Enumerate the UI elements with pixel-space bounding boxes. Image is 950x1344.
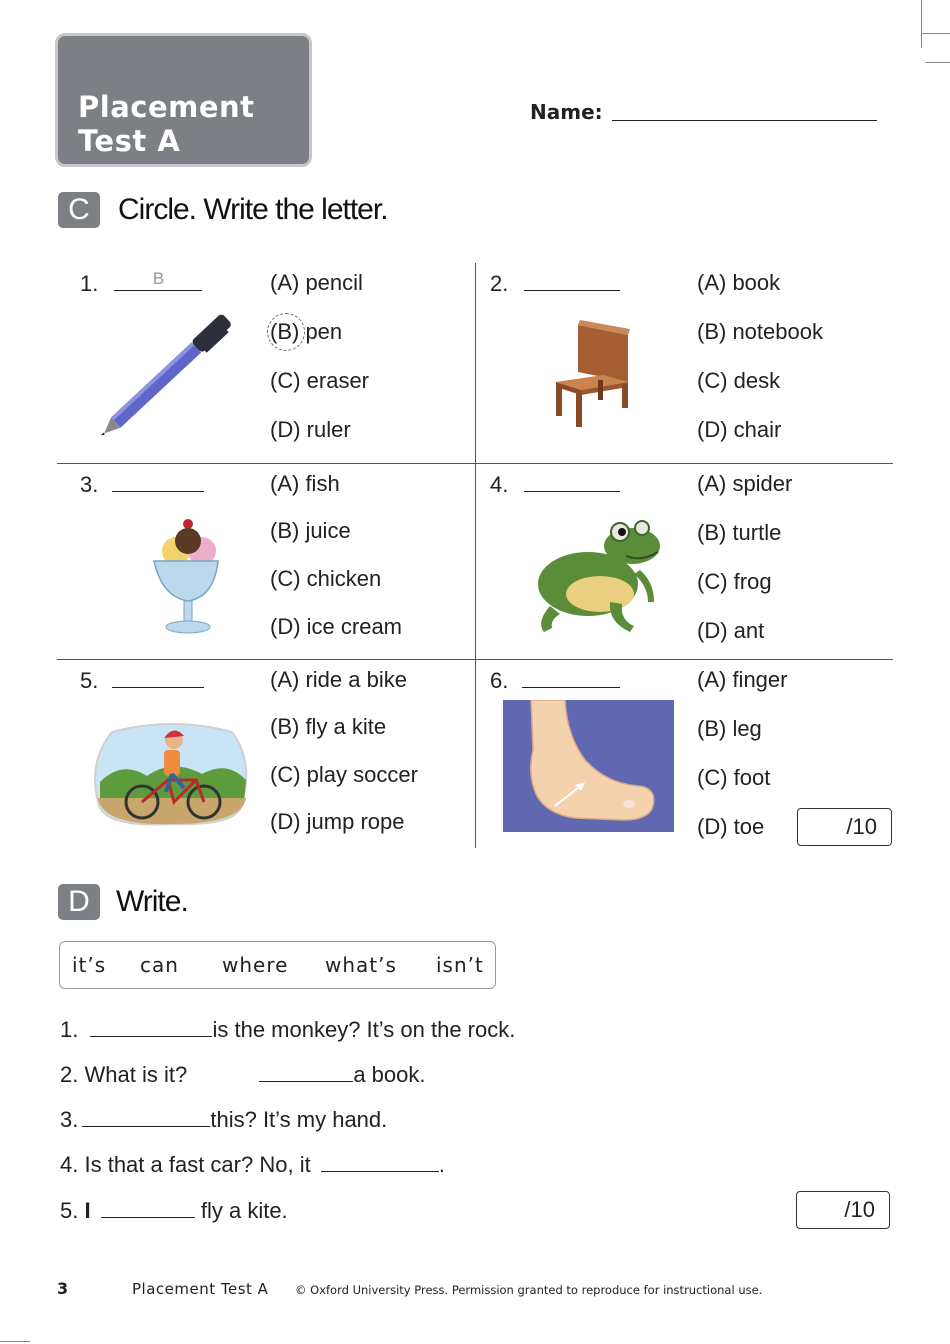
answer-blank-5[interactable] (112, 667, 204, 688)
sentence-number: 1. (60, 1017, 79, 1042)
pen-highlight (111, 342, 194, 420)
glass-bowl (154, 561, 218, 601)
option-6d[interactable]: (D) toe (697, 814, 765, 839)
name-label: Name: (530, 100, 603, 124)
sentence-blank-4[interactable] (321, 1151, 439, 1172)
word-bank-item: isn’t (436, 953, 484, 977)
frog-pupil (618, 528, 626, 536)
chair-leg (556, 386, 562, 416)
option-1a[interactable]: (A) pencil (270, 270, 363, 295)
question-number: 4. (490, 472, 509, 497)
sentence-text: this? It’s my hand. (210, 1107, 388, 1132)
glass-stem (184, 601, 192, 623)
section-c-badge: C (58, 192, 100, 228)
option-3a[interactable]: (A) fish (270, 471, 340, 496)
option-2a[interactable]: (A) book (697, 270, 781, 295)
sentence-text: is the monkey? It’s on the rock. (212, 1017, 516, 1042)
grid-divider-vertical (475, 263, 476, 848)
option-2c[interactable]: (C) desk (697, 368, 781, 393)
sentence-text: I (84, 1198, 91, 1223)
sentence-blank-2[interactable] (259, 1061, 353, 1082)
word-bank-item: can (140, 953, 179, 977)
sentence-blank-3[interactable] (82, 1106, 210, 1127)
answer-blank-6[interactable] (522, 667, 620, 688)
section-d-badge: D (58, 884, 100, 920)
page-title (78, 90, 255, 158)
option-2b[interactable]: (B) notebook (697, 319, 823, 344)
option-2d[interactable]: (D) chair (697, 417, 782, 442)
option-6a[interactable]: (A) finger (697, 667, 788, 692)
frog-leg (541, 606, 560, 632)
grid-divider-horizontal (57, 659, 893, 660)
sentence-text: Is that a fast car? No, it (84, 1152, 311, 1177)
toenail (623, 800, 635, 808)
option-4d[interactable]: (D) ant (697, 618, 765, 643)
pen-point (100, 433, 104, 435)
sentence-number: 2. (60, 1062, 79, 1087)
question-5 (80, 667, 204, 694)
answer-blank-2[interactable] (524, 270, 620, 291)
bike-image (92, 722, 252, 828)
answer-blank-1[interactable] (114, 270, 202, 291)
rider-body (164, 750, 180, 776)
word-bank-item: where (222, 953, 289, 977)
question-3 (80, 471, 204, 498)
score-box-d: /10 (796, 1191, 890, 1229)
footer-title: Placement Test A (132, 1280, 269, 1298)
word-bank-item: it’s (72, 953, 107, 977)
chair-back (578, 325, 628, 382)
frog-image (530, 516, 666, 636)
crop-mark (0, 1341, 30, 1342)
question-number: 6. (490, 668, 509, 693)
title-line-2: Test A (78, 124, 181, 158)
crop-mark (921, 33, 950, 34)
scoop-chocolate (175, 528, 201, 554)
copyright-notice: © Oxford University Press. Permission granted to reproduce for instructional use. (295, 1283, 763, 1297)
score-box-c: /10 (797, 808, 892, 846)
glass-base (166, 621, 210, 633)
frog-eye (635, 521, 649, 535)
option-3d[interactable]: (D) ice cream (270, 614, 403, 639)
cherry (183, 519, 193, 529)
ice-cream-image (150, 515, 222, 639)
frog-belly (566, 576, 634, 612)
question-number: 1. (80, 271, 99, 296)
answer-text: B (152, 269, 165, 288)
option-3b[interactable]: (B) juice (270, 518, 351, 543)
crop-mark (921, 0, 922, 48)
option-1b[interactable]: (B) pen (270, 319, 343, 344)
option-3c[interactable]: (C) chicken (270, 566, 382, 591)
question-number: 2. (490, 271, 509, 296)
pen-barrel (111, 342, 201, 427)
answer-blank-4[interactable] (524, 471, 620, 492)
sentence-number: 4. (60, 1152, 79, 1177)
option-1d[interactable]: (D) ruler (270, 417, 351, 442)
foot-image (503, 700, 674, 832)
option-1c[interactable]: (C) eraser (270, 368, 370, 393)
option-4b[interactable]: (B) turtle (697, 520, 782, 545)
question-6 (490, 667, 620, 694)
answer-blank-3[interactable] (112, 471, 204, 492)
question-1 (80, 270, 202, 297)
option-4c[interactable]: (C) frog (697, 569, 772, 594)
grid-divider-horizontal (57, 463, 893, 464)
word-bank-item: what’s (325, 953, 397, 977)
sentence-2 (60, 1061, 425, 1088)
crop-mark (925, 62, 950, 63)
question-number: 3. (80, 472, 99, 497)
chair-image (548, 320, 634, 430)
sentence-3 (60, 1106, 387, 1133)
option-5a[interactable]: (A) ride a bike (270, 667, 407, 692)
sentence-1 (60, 1016, 515, 1043)
option-5d[interactable]: (D) jump rope (270, 809, 405, 834)
question-4 (490, 471, 620, 498)
title-line-1: Placement (78, 90, 255, 124)
section-c-title: Circle. Write the letter. (118, 193, 388, 226)
question-number: 5. (80, 668, 99, 693)
chair-leg (598, 380, 603, 400)
sentence-5 (60, 1197, 288, 1224)
page-number: 3 (57, 1279, 69, 1298)
sentence-number: 5. (60, 1198, 79, 1223)
option-6b[interactable]: (B) leg (697, 716, 762, 741)
sentence-text: . (438, 1152, 445, 1177)
option-5c[interactable]: (C) play soccer (270, 762, 418, 787)
sentence-blank-5[interactable] (101, 1197, 195, 1218)
sentence-4 (60, 1151, 445, 1178)
pen-image (100, 310, 240, 435)
chair-leg (576, 393, 582, 427)
sentence-text: a book. (353, 1062, 426, 1087)
section-d-title: Write. (116, 885, 188, 918)
option-5b[interactable]: (B) fly a kite (270, 714, 387, 739)
sentence-text: What is it? (84, 1062, 188, 1087)
sentence-text: fly a kite. (200, 1198, 288, 1223)
sentence-blank-1[interactable] (90, 1016, 212, 1037)
option-6c[interactable]: (C) foot (697, 765, 771, 790)
option-4a[interactable]: (A) spider (697, 471, 793, 496)
sentence-number: 3. (60, 1107, 79, 1132)
chair-leg (622, 384, 628, 408)
name-field[interactable] (612, 120, 877, 121)
question-2 (490, 270, 620, 297)
